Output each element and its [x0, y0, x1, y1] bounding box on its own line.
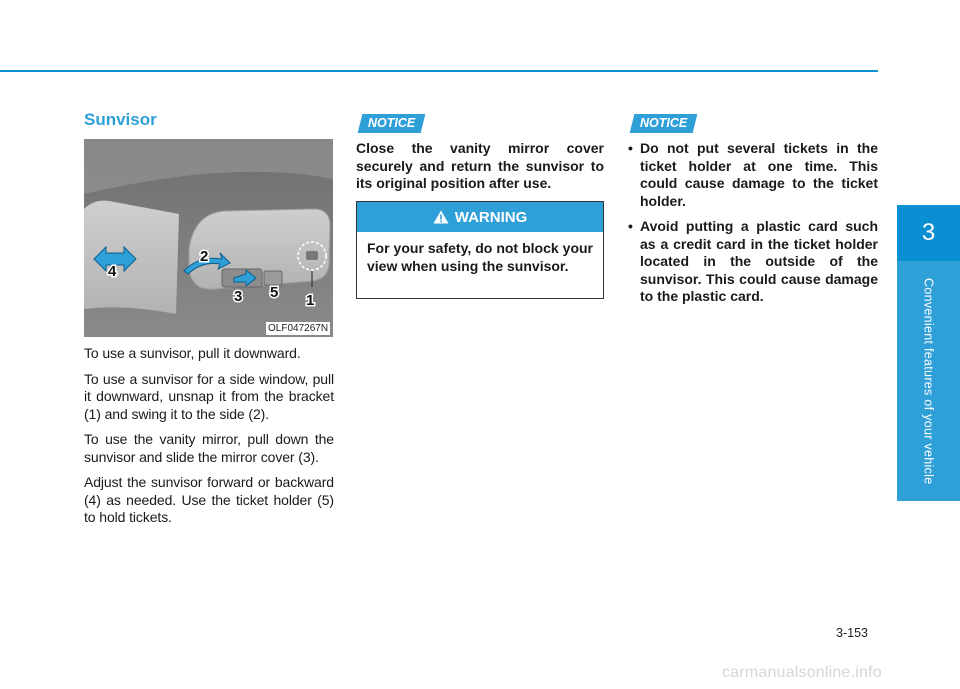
column-1 [84, 345, 334, 535]
paragraph-1: To use a sunvisor, pull it downward. [84, 345, 301, 361]
callout-3: 3 [234, 288, 243, 305]
sunvisor-illustration [84, 139, 333, 337]
watermark: carmanualsonline.info [722, 664, 882, 681]
chapter-title: Convenient features of your vehicle [921, 277, 936, 485]
notice-text: Close the vanity mirror cover securely and return the sunvisor to its original position after use. [356, 140, 604, 191]
chapter-number: 3 [897, 205, 960, 261]
warning-triangle-icon [433, 210, 449, 224]
figure-code: OLF047267N [268, 323, 329, 334]
section-title: Sunvisor [84, 110, 157, 129]
page-number: 3-153 [836, 626, 868, 640]
notice-badge-1: NOTICE [358, 114, 426, 133]
bullet-text-1: Do not put several tickets in the ticket holder at one time. This could cause damage to the ticket holder. [640, 140, 878, 209]
bullet-item: • Avoid putting a plastic card such as a credit card in the ticket holder located in the outside of the sunvisor. This could cause damage to the plastic card. [628, 218, 878, 304]
callout-5: 5 [270, 284, 279, 301]
column-2 [356, 140, 604, 193]
warning-text: For your safety, do not block your view when using the sunvisor. [367, 240, 593, 274]
column-3 [628, 140, 878, 314]
notice-badge-2: NOTICE [630, 114, 698, 133]
callout-2: 2 [200, 248, 209, 265]
callout-4: 4 [108, 263, 117, 280]
warning-box [356, 201, 604, 299]
warning-header [357, 202, 603, 232]
paragraph-4: Adjust the sunvisor forward or backward (4) as needed. Use the ticket holder (5) to hold tickets. [84, 474, 334, 525]
paragraph-2: To use a sunvisor for a side window, pull it downward, unsnap it from the bracket (1) and swing it to the side (2). [84, 370, 334, 422]
bullet-text-2: Avoid putting a plastic card such as a credit card in the ticket holder located in the outside of the sunvisor. This could cause damage to the plastic card. [640, 218, 878, 304]
bullet-item: • Do not put several tickets in the ticket holder at one time. This could cause damage to the ticket holder. [628, 140, 878, 209]
warning-label: WARNING [454, 208, 528, 226]
paragraph-3: To use the vanity mirror, pull down the sunvisor and slide the mirror cover (3). [84, 431, 334, 465]
callout-1: 1 [306, 292, 315, 309]
header-rule [0, 70, 878, 72]
